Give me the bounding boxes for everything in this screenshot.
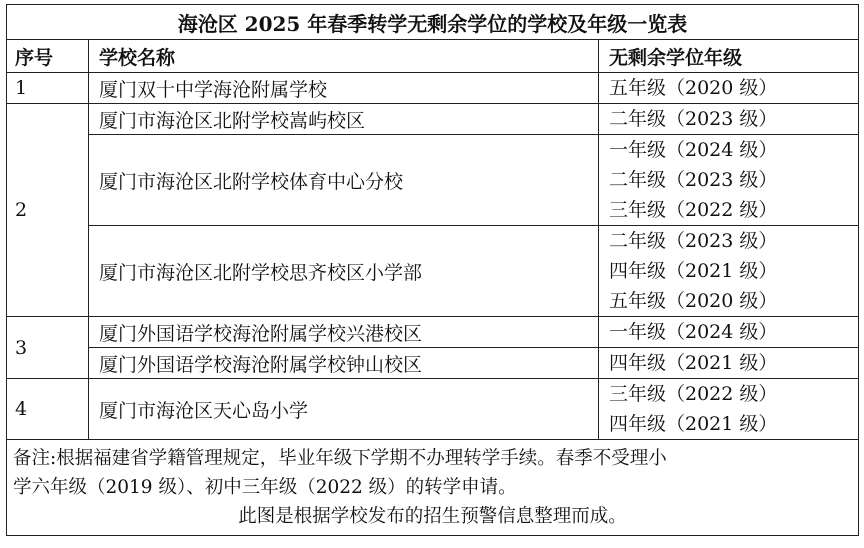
- school-grade-table: [6, 4, 859, 536]
- table-row: [7, 348, 859, 379]
- row-seq: 4: [7, 379, 89, 440]
- header-row: [7, 40, 859, 73]
- note-row: [7, 440, 859, 536]
- row-seq: 1: [7, 73, 89, 104]
- row-seq: 2: [7, 104, 89, 317]
- school-name: 厦门外国语学校海沧附属学校兴港校区: [89, 317, 599, 348]
- header-seq: 序号: [7, 40, 89, 73]
- note-line3: 此图是根据学校发布的招生预警信息整理而成。: [238, 506, 627, 527]
- school-name: 厦门市海沧区北附学校嵩屿校区: [89, 104, 599, 135]
- grade-item: 三年级（2022 级）: [609, 383, 778, 405]
- grade-cell: [599, 135, 859, 226]
- grade-cell: [599, 317, 859, 348]
- school-name: 厦门市海沧区北附学校体育中心分校: [89, 135, 599, 226]
- grade-item: 五年级（2020 级）: [609, 290, 778, 312]
- header-school: 学校名称: [89, 40, 599, 73]
- grade-cell: [599, 348, 859, 379]
- grade-item: 三年级（2022 级）: [609, 199, 778, 221]
- table-title: 海沧区 2025 年春季转学无剩余学位的学校及年级一览表: [7, 5, 859, 40]
- grade-cell: [599, 226, 859, 317]
- table-row: [7, 379, 859, 440]
- table-row: [7, 73, 859, 104]
- table-row: [7, 317, 859, 348]
- grade-item: 二年级（2023 级）: [609, 169, 778, 191]
- document-table-wrapper: [6, 4, 858, 536]
- grade-cell: [599, 73, 859, 104]
- school-name: 厦门外国语学校海沧附属学校钟山校区: [89, 348, 599, 379]
- grade-cell: [599, 104, 859, 135]
- grade-item: 四年级（2021 级）: [609, 260, 778, 282]
- table-row: [7, 226, 859, 317]
- table-row: [7, 104, 859, 135]
- grade-item: 一年级（2024 级）: [609, 321, 778, 343]
- table-row: [7, 135, 859, 226]
- title-row: [7, 5, 859, 40]
- grade-item: 二年级（2023 级）: [609, 230, 778, 252]
- grade-cell: [599, 379, 859, 440]
- school-name: 厦门市海沧区天心岛小学: [89, 379, 599, 440]
- grade-item: 一年级（2024 级）: [609, 139, 778, 161]
- note-line1: 备注:根据福建省学籍管理规定，毕业年级下学期不办理转学手续。春季不受理小: [13, 448, 667, 469]
- grade-item: 五年级（2020 级）: [609, 77, 778, 99]
- header-grades: 无剩余学位年级: [599, 40, 859, 73]
- grade-item: 二年级（2023 级）: [609, 108, 778, 130]
- note-line2: 学六年级（2019 级）、初中三年级（2022 级）的转学申请。: [13, 477, 517, 498]
- school-name: 厦门双十中学海沧附属学校: [89, 73, 599, 104]
- note-cell: [7, 440, 859, 536]
- grade-item: 四年级（2021 级）: [609, 413, 778, 435]
- school-name: 厦门市海沧区北附学校思齐校区小学部: [89, 226, 599, 317]
- row-seq: 3: [7, 317, 89, 379]
- grade-item: 四年级（2021 级）: [609, 352, 778, 374]
